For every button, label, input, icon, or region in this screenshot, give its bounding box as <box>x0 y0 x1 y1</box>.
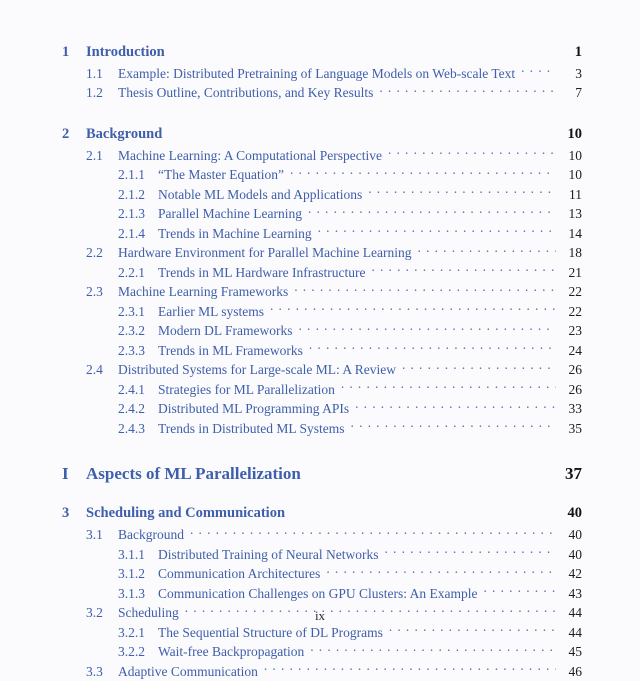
toc-entry-title: Scheduling and Communication <box>86 502 285 524</box>
dot-leader <box>371 257 556 277</box>
dot-leader <box>379 78 556 98</box>
top-spacer <box>0 0 640 36</box>
toc-entry-number: 3.3 <box>86 662 118 681</box>
dot-leader <box>341 374 556 394</box>
toc-entry-title: Communication Architectures <box>158 564 326 584</box>
toc-entry-page-number: 40 <box>556 525 582 545</box>
toc-entry-number: 2.1.4 <box>118 224 158 244</box>
toc-entry-title: The Sequential Structure of DL Programs <box>158 623 389 643</box>
toc-entry-title: Scheduling <box>118 603 185 623</box>
toc-entry-title: Adaptive Communication <box>118 662 264 681</box>
dot-leader <box>355 394 556 414</box>
toc-entry-number: 3.1.3 <box>118 584 158 604</box>
section-spacer <box>0 488 640 498</box>
dot-leader <box>285 498 556 518</box>
toc-entry-page-number: 24 <box>556 341 582 361</box>
toc-entry-page-number: 42 <box>556 564 582 584</box>
toc-entry-page-number: 44 <box>556 603 582 623</box>
toc-entry-number: 2.4.2 <box>118 399 158 419</box>
toc-entry-title: Background <box>86 123 162 145</box>
dot-leader <box>318 218 556 238</box>
toc-entry-page-number: 10 <box>556 146 582 166</box>
page-folio: ix <box>0 608 640 624</box>
toc-entry-chapter[interactable] <box>0 498 640 520</box>
toc-entry-number: 2.1.1 <box>118 165 158 185</box>
toc-entry-subsection[interactable] <box>0 179 640 199</box>
toc-entry-title: “The Master Equation” <box>158 165 290 185</box>
toc-entry-section[interactable] <box>0 355 640 375</box>
dot-leader <box>165 36 556 56</box>
toc-entry-number: 2.3.2 <box>118 321 158 341</box>
dot-leader <box>418 238 556 258</box>
toc-entry-title: Trends in Machine Learning <box>158 224 318 244</box>
toc-entry-title: Introduction <box>86 41 165 63</box>
toc-entry-number: 1 <box>62 41 86 63</box>
toc-entry-number: 2.1.2 <box>118 185 158 205</box>
toc-entry-title: Background <box>118 525 190 545</box>
dot-leader <box>351 413 556 433</box>
toc-entry-number: 3.1.2 <box>118 564 158 584</box>
toc-entry-title: Trends in Distributed ML Systems <box>158 419 351 439</box>
toc-entry-title: Trends in ML Frameworks <box>158 341 309 361</box>
toc-entry-page-number: 35 <box>556 419 582 439</box>
toc-entry-number: 2.4.1 <box>118 380 158 400</box>
toc-entry-page-number: 13 <box>556 204 582 224</box>
dot-leader <box>483 578 556 598</box>
toc-entry-page-number: 44 <box>556 623 582 643</box>
toc-entry-title: Wait-free Backpropagation <box>158 642 310 662</box>
toc-entry-title: Thesis Outline, Contributions, and Key Results <box>118 83 379 103</box>
toc-entry-number: 2.3.3 <box>118 341 158 361</box>
dot-leader <box>521 58 556 78</box>
toc-entry-page-number: 37 <box>556 460 582 488</box>
dot-leader <box>309 335 556 355</box>
toc-entry-number: 2.2 <box>86 243 118 263</box>
dot-leader <box>402 355 556 375</box>
toc-entry-number: 2.1 <box>86 146 118 166</box>
dot-leader <box>310 637 556 657</box>
toc-entry-title: Distributed Training of Neural Networks <box>158 545 384 565</box>
toc-entry-title: Trends in ML Hardware Infrastructure <box>158 263 371 283</box>
toc-entry-number: 3.1 <box>86 525 118 545</box>
toc-entry-page-number: 33 <box>556 399 582 419</box>
dot-leader <box>190 520 556 540</box>
toc-entry-page-number: 14 <box>556 224 582 244</box>
toc-entry-section[interactable] <box>0 277 640 297</box>
dot-leader <box>307 460 556 480</box>
toc-entry-title: Example: Distributed Pretraining of Language Models on Web-scale Text <box>118 64 521 84</box>
toc-entry-number: 2.3.1 <box>118 302 158 322</box>
dot-leader <box>298 316 556 336</box>
toc-entry-number: 2.4.3 <box>118 419 158 439</box>
toc-entry-page-number: 26 <box>556 360 582 380</box>
toc-entry-number: 2 <box>62 123 86 145</box>
dot-leader <box>388 140 556 160</box>
dot-leader <box>264 656 556 676</box>
toc-entry-subsection[interactable] <box>0 218 640 238</box>
toc-entry-page-number: 1 <box>556 41 582 63</box>
toc-entry-page-number: 46 <box>556 662 582 681</box>
toc-entry-number: 2.3 <box>86 282 118 302</box>
toc-entry-number: 2.2.1 <box>118 263 158 283</box>
toc-entry-subsection[interactable] <box>0 316 640 336</box>
toc-entry-page-number: 3 <box>556 64 582 84</box>
toc-entry-page-number: 18 <box>556 243 582 263</box>
toc-entry-page-number: 22 <box>556 302 582 322</box>
toc-entry-subsection[interactable] <box>0 637 640 657</box>
toc-entry-page-number: 7 <box>556 83 582 103</box>
toc-entry-page-number: 10 <box>556 123 582 145</box>
dot-leader <box>384 539 556 559</box>
toc-entry-number: 2.4 <box>86 360 118 380</box>
toc-entry-chapter[interactable] <box>0 36 640 58</box>
dot-leader <box>294 277 556 297</box>
toc-entry-number: 1.1 <box>86 64 118 84</box>
toc-entry-title: Communication Challenges on GPU Clusters: An Example <box>158 584 483 604</box>
toc-entry-title: Machine Learning: A Computational Perspective <box>118 146 388 166</box>
toc-entry-number: 1.2 <box>86 83 118 103</box>
toc-entry-page-number: 40 <box>556 545 582 565</box>
toc-entry-chapter[interactable] <box>0 118 640 140</box>
toc-entry-title: Modern DL Frameworks <box>158 321 298 341</box>
toc-entry-page-number: 40 <box>556 502 582 524</box>
dot-leader <box>308 199 556 219</box>
toc-entry-number: 3.2 <box>86 603 118 623</box>
toc-entry-title: Distributed ML Programming APIs <box>158 399 355 419</box>
toc-entry-subsection[interactable] <box>0 199 640 219</box>
toc-entry-page-number: 26 <box>556 380 582 400</box>
toc-entry-page-number: 23 <box>556 321 582 341</box>
toc-entry-title: Strategies for ML Parallelization <box>158 380 341 400</box>
toc-entry-section[interactable] <box>0 656 640 676</box>
toc-entry-title: Machine Learning Frameworks <box>118 282 294 302</box>
toc-entry-page-number: 11 <box>556 185 582 205</box>
dot-leader <box>162 118 556 138</box>
toc-entry-number: 3.2.1 <box>118 623 158 643</box>
toc-entry-page-number: 45 <box>556 642 582 662</box>
toc-entry-part[interactable] <box>0 460 640 488</box>
toc-entry-page-number: 10 <box>556 165 582 185</box>
toc-entry-page-number: 21 <box>556 263 582 283</box>
toc-entry-list <box>0 36 640 676</box>
toc-entry-page-number: 43 <box>556 584 582 604</box>
dot-leader <box>326 559 556 579</box>
toc-entry-title: Notable ML Models and Applications <box>158 185 368 205</box>
toc-entry-number: I <box>62 460 86 488</box>
toc-entry-subsection[interactable] <box>0 335 640 355</box>
toc-entry-title: Aspects of ML Parallelization <box>86 460 307 488</box>
dot-leader <box>368 179 556 199</box>
toc-entry-title: Distributed Systems for Large-scale ML: A Review <box>118 360 402 380</box>
toc-entry-number: 2.1.3 <box>118 204 158 224</box>
toc-entry-title: Earlier ML systems <box>158 302 270 322</box>
toc-entry-title: Hardware Environment for Parallel Machine Learning <box>118 243 418 263</box>
toc-entry-section[interactable] <box>0 238 640 258</box>
toc-entry-title: Parallel Machine Learning <box>158 204 308 224</box>
toc-entry-page-number: 22 <box>556 282 582 302</box>
toc-entry-number: 3 <box>62 502 86 524</box>
toc-entry-number: 3.1.1 <box>118 545 158 565</box>
dot-leader <box>290 160 556 180</box>
toc-entry-number: 3.2.2 <box>118 642 158 662</box>
dot-leader <box>270 296 556 316</box>
